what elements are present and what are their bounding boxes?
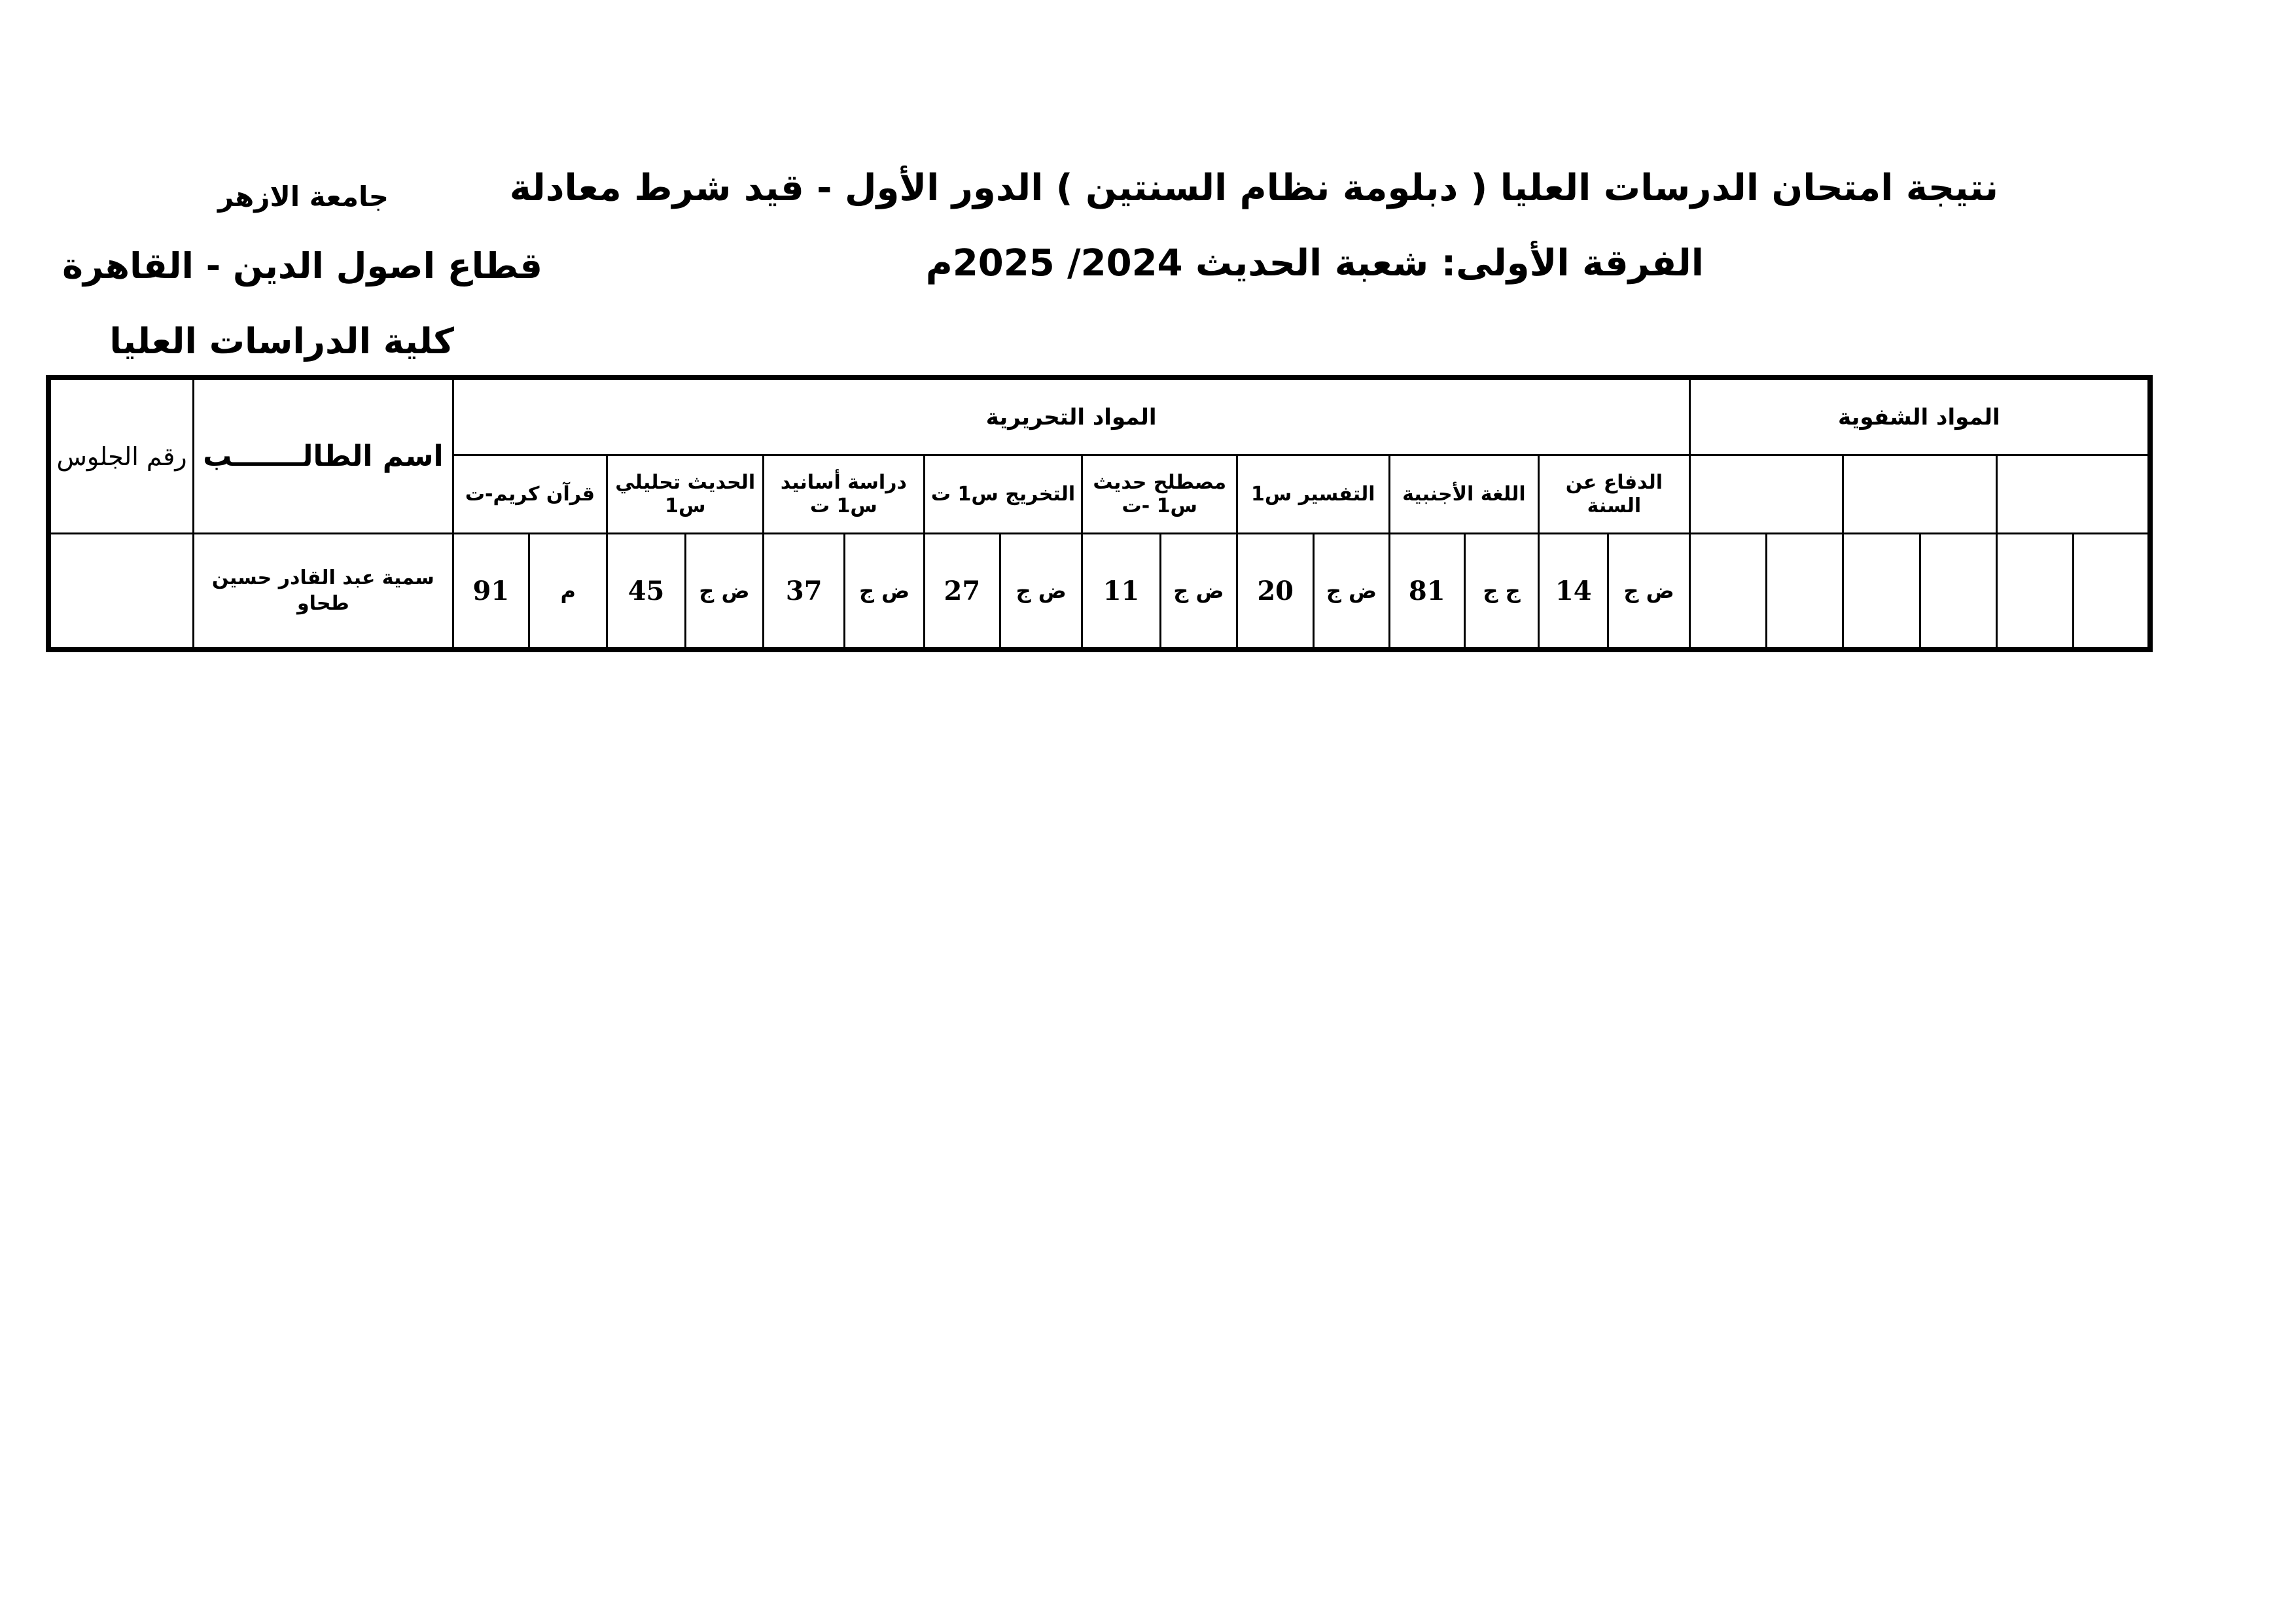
university-name: جامعة الازهر	[218, 181, 389, 213]
result-subtitle: الفرقة الأولى: شعبة الحديث 2024/ 2025م	[925, 242, 1704, 285]
score-cell: 20	[1237, 534, 1314, 650]
result-title: نتيجة امتحان الدرسات العليا ( دبلومة نظام السنتين ) الدور الأول - قيد شرط معادلة	[509, 167, 1998, 209]
score-cell: 11	[1082, 534, 1160, 650]
grade-cell: ض ج	[845, 534, 924, 650]
oral-subject-slot	[1689, 455, 1843, 534]
score-cell: 45	[607, 534, 685, 650]
student-name-header: اسم الطالـــــــب	[194, 377, 453, 534]
oral-score-cell	[1843, 534, 1920, 650]
score-cell: 91	[453, 534, 529, 650]
subject-header: الدفاع عن السنة	[1539, 455, 1690, 534]
student-name-cell: سمية عبد القادر حسين طحاو	[194, 534, 453, 650]
grade-cell: ض ج	[1000, 534, 1082, 650]
seat-number-header: رقم الجلوس	[48, 377, 194, 534]
subject-header: التخريج س1 ت	[924, 455, 1082, 534]
grade-cell: ض ج	[1608, 534, 1689, 650]
sector-name: قطاع اصول الدين - القاهرة	[62, 245, 542, 287]
grade-cell: ض ج	[1314, 534, 1389, 650]
oral-subject-slot	[1843, 455, 1997, 534]
score-cell: 81	[1389, 534, 1464, 650]
written-subjects-header: المواد التحريرية	[453, 377, 1689, 455]
oral-grade-cell	[1767, 534, 1843, 650]
grade-cell: ج ج	[1464, 534, 1538, 650]
score-cell: 27	[924, 534, 1000, 650]
oral-grade-cell	[1920, 534, 1996, 650]
college-name: كلية الدراسات العليا	[109, 321, 454, 362]
seat-number-cell	[48, 534, 194, 650]
table-row	[48, 534, 2150, 650]
results-table	[46, 375, 2153, 652]
oral-score-cell	[1689, 534, 1766, 650]
oral-subjects-header: المواد الشفوية	[1689, 377, 2150, 455]
grade-cell: ض ج	[685, 534, 763, 650]
grade-cell: ض ج	[1160, 534, 1237, 650]
score-cell: 14	[1539, 534, 1608, 650]
score-cell: 37	[764, 534, 845, 650]
grade-cell: م	[529, 534, 607, 650]
subject-header: التفسير س1	[1237, 455, 1390, 534]
oral-score-cell	[1996, 534, 2073, 650]
subject-header: مصطلح حديث س1 -ت	[1082, 455, 1237, 534]
subject-header: الحديث تحليلي س1	[607, 455, 764, 534]
subject-header: اللغة الأجنبية	[1389, 455, 1539, 534]
subject-header: قرآن كريم-ت	[453, 455, 607, 534]
oral-grade-cell	[2074, 534, 2150, 650]
subject-header: دراسة أسانيد س1 ت	[764, 455, 925, 534]
oral-subject-slot	[1996, 455, 2150, 534]
